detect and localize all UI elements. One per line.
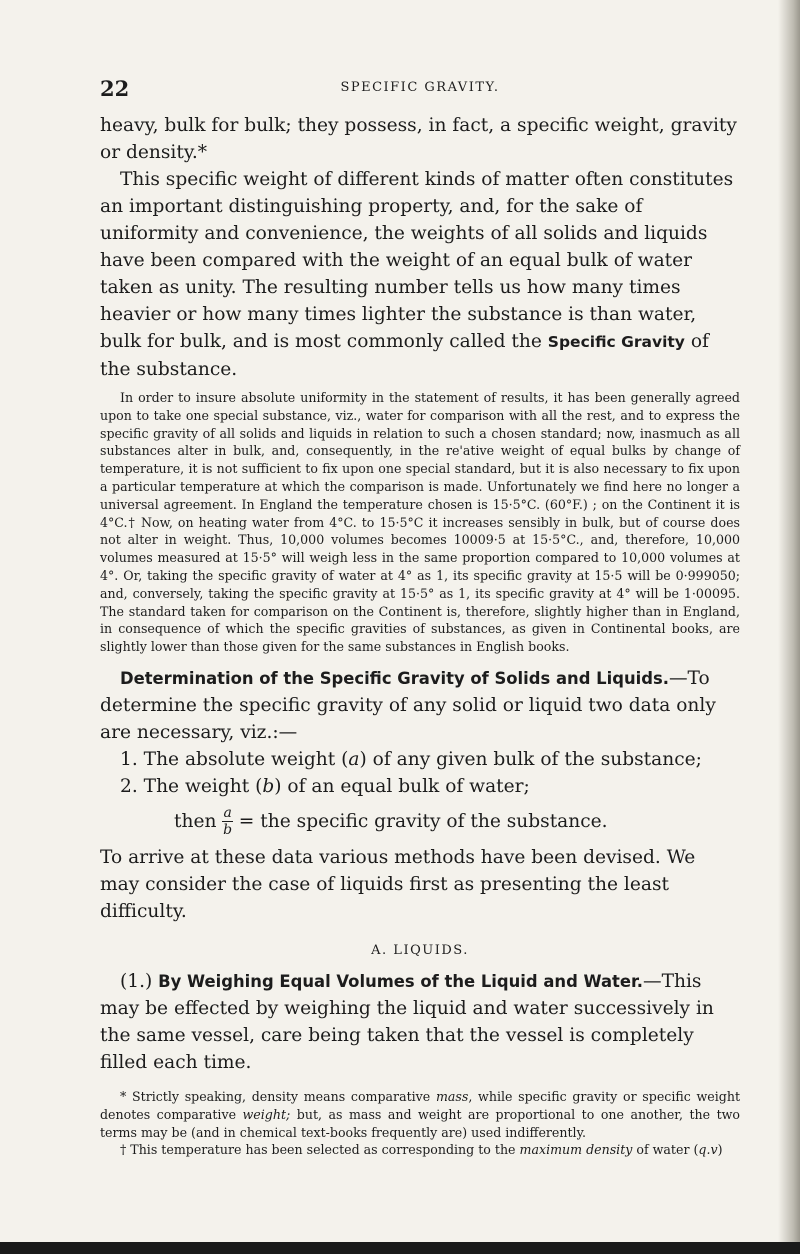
paragraph-text: of the substance. [100,331,709,380]
fraction [222,806,232,837]
list-text: ) of an equal bulk of water; [274,775,530,797]
paragraph-weighing [100,968,740,1076]
footnote-density [100,1088,740,1141]
list-text: ) of any given bulk of the substance; [359,748,702,770]
page-header [100,76,740,101]
list-number: 2. [120,775,138,797]
paragraph-text: This specific weight of different kinds of matter often constitutes an important distinguishing property, and, for the sake of uniformity and convenience, the weights of all solids and liquids have been compared with the weight of an equal bulk of water taken as unity. The resulting number tells us how many times heavier or how many times lighter the substance is than water, bulk for bulk, and is most commonly called the [100,169,734,352]
running-title: SPECIFIC GRAVITY. [340,80,500,95]
paragraph-methods: To arrive at these data various methods have been devised. We may consider the case of liquids first as presenting the least difficulty. [100,846,696,922]
subsection-heading: By Weighing Equal Volumes of the Liquid and Water. [158,971,643,991]
footnote-text: * Strictly speaking, density means comparative [120,1088,436,1104]
footnote-italic: weight; [242,1106,291,1122]
paragraph-text: —This may be effected by weighing the liquid and water successively in the same vessel, care being taken that the vessel is completely filled each time. [100,970,714,1073]
page-edge-shadow [778,0,800,1254]
page-body [100,112,740,1159]
section-heading-determination: Determination of the Specific Gravity of Solids and Liquids. [120,668,669,688]
fraction-denominator: b [223,822,233,839]
term-specific-gravity: Specific Gravity [547,333,685,351]
footnote-text: of water ( [632,1142,699,1158]
formula-then: then [174,811,217,833]
list-number: 1. [120,748,138,770]
footnote-italic: q.v [698,1142,718,1158]
list-text: The absolute weight ( [143,748,349,770]
footnote-italic: mass [435,1088,469,1104]
list-item [100,746,740,773]
footnote-text: but, as mass and weight are proportional to one another, the two terms may be (and in chemical text-books frequently are) used indifferently. [100,1106,740,1140]
formula-rest: = the specific gravity of the substance. [238,811,608,833]
footnote-temperature [100,1141,740,1159]
footnote-text: ) [717,1142,723,1158]
list-text: The weight ( [143,775,263,797]
paragraph-temperature-standard: In order to insure absolute uniformity in the statement of results, it has been generally agreed upon to take one special substance, viz., water for comparison with all the rest, and to express the specific gravity of all solids and liquids in relation to such a chosen standard; now, inasmuch as all substances alter in bulk, and, consequently, in the re'ative weight of equal bulks by change of temperature, it is not sufficient to fix upon one special standard, but it is also necessary to fix upon a particular temperature at which the comparison is made. Unfortunately we find here no longer a universal agreement. In England the temperature chosen is 15·5°C. (60°F.) ; on the Continent it is 4°C.† Now, on heating water from 4°C. to 15·5°C it increases sensibly in bulk, but of course does not alter in weight. Thus, 10,000 volumes becomes 10009·5 at 15·5°C., and, therefore, 10,000 volumes measured at 15·5° will weigh less in the same proportion compared to 10,000 volumes at 4°. Or, taking the specific gravity of water at 4° as 1, its specific gravity at 15·5 will be 0·999050; and, conversely, taking the specific gravity at 15·5° as 1, its specific gravity at 4° will be 1·00095. The standard taken for comparison on the Continent is, therefore, slightly higher than in England, in consequence of which the specific gravities of substances, as given in Continental books, are slightly lower than those given for the same substances in English books. [100,390,740,655]
scan-bottom-border [0,1242,800,1254]
variable: a [348,748,360,770]
footnote-text: † This temperature has been selected as corresponding to the [120,1142,520,1158]
fraction-numerator: a [223,805,232,822]
paragraph-text: —To determine the specific gravity of any solid or liquid two data only are necessary, viz.:— [100,667,716,743]
page-number: 22 [100,76,130,101]
specific-gravity-formula [174,800,740,844]
variable: b [262,775,275,797]
paragraph-determination [100,665,740,746]
footnotes [100,1088,740,1159]
section-heading-liquids: A. LIQUIDS. [371,942,469,958]
subsection-number: (1.) [120,970,153,992]
paragraph-specific-weight [100,166,740,383]
paragraph-continuation: heavy, bulk for bulk; they possess, in fact, a specific weight, gravity or density.* [100,115,737,163]
footnote-text: , while specific gravity or specific weight denotes comparative [100,1088,741,1122]
footnote-italic: maximum density [519,1142,633,1158]
list-item [100,773,740,800]
